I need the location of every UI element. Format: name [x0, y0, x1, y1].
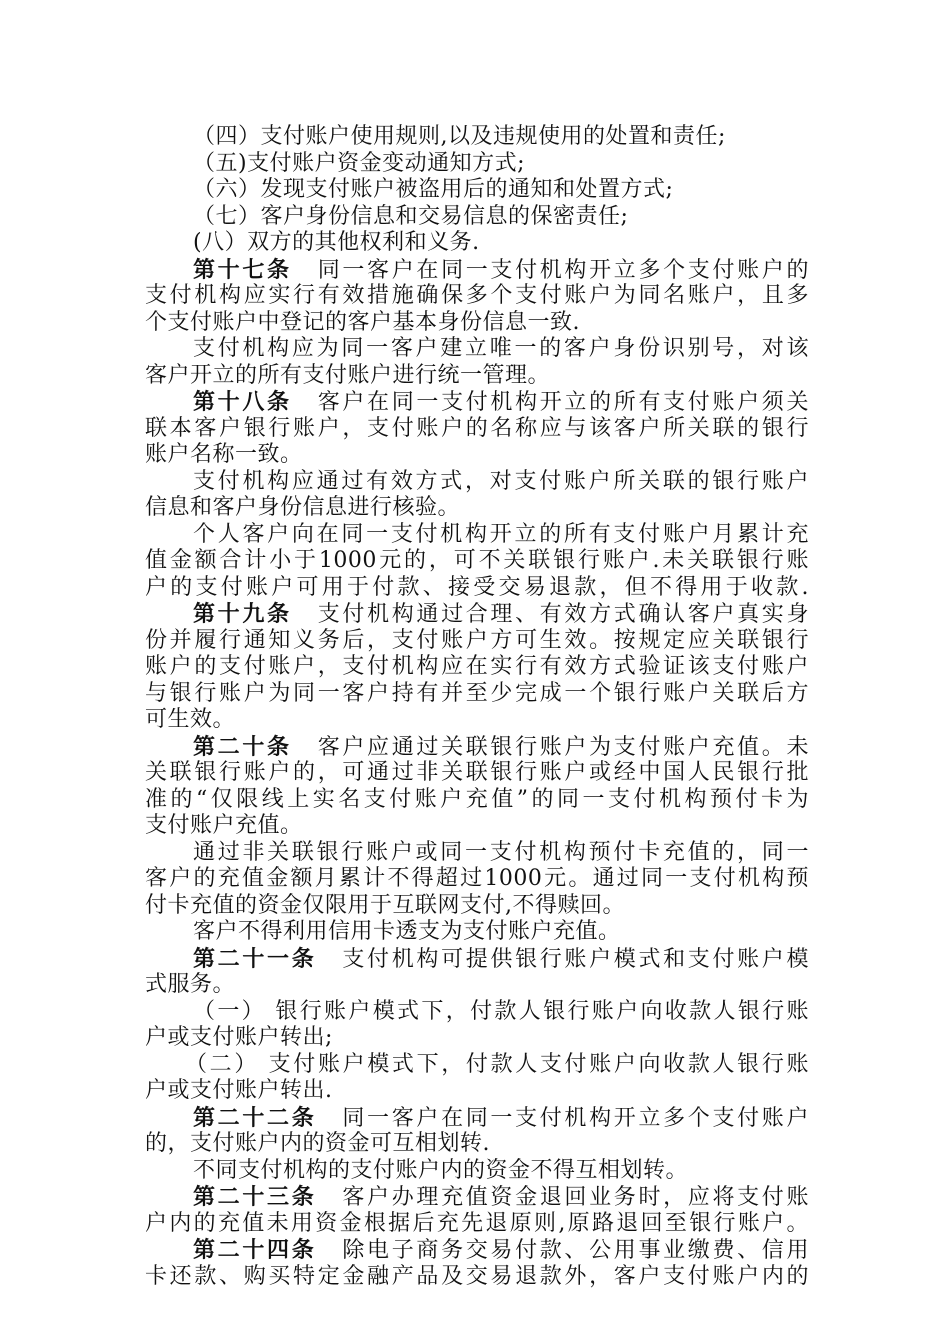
article-24-title: 第二十四条 — [193, 1237, 317, 1263]
article-17-line-2: 支付机构应实行有效措施确保多个支付账户为同名账户，且多 — [145, 283, 809, 308]
article-24-line-2: 卡还款、购买特定金融产品及交易退款外，客户支付账户内的 — [145, 1263, 809, 1289]
document-page — [145, 124, 809, 1290]
article-19-line-1: 第十九条 支付机构通过合理、有效方式确认客户真实身 — [193, 601, 809, 627]
article-18-p2-line-2: 信息和客户身份信息进行核验。 — [145, 495, 461, 520]
item-8: (八）双方的其他权利和义务. — [193, 230, 480, 255]
article-18-p3-line-3: 户的支付账户可用于付款、接受交易退款，但不得用于收款. — [145, 574, 809, 600]
article-17-p2-line-1: 支付机构应为同一客户建立唯一的客户身份识别号，对该 — [193, 336, 809, 361]
item-6: （六）发现支付账户被盗用后的通知和处置方式; — [193, 177, 674, 202]
article-20-line-1: 第二十条 客户应通过关联银行账户为支付账户充值。未 — [193, 733, 809, 760]
article-18-line-2: 联本客户银行账户，支付账户的名称应与该客户所关联的银行 — [145, 415, 809, 441]
article-18-line-3: 账户名称一致。 — [145, 442, 303, 467]
article-23-line-1: 第二十三条 客户办理充值资金退回业务时，应将支付账 — [193, 1184, 809, 1210]
article-21-sub-2-line-2: 户或支付账户转出. — [145, 1078, 333, 1103]
article-17-line-3: 个支付账户中登记的客户基本身份信息一致. — [145, 309, 580, 335]
article-22-p2-line-1: 不同支付机构的支付账户内的资金不得互相划转。 — [193, 1157, 689, 1183]
article-21-sub-2-line-1: （二） 支付账户模式下，付款人支付账户向收款人银行账 — [185, 1051, 809, 1077]
article-20-p2-line-1: 通过非关联银行账户或同一支付机构预付卡充值的，同一 — [193, 839, 809, 865]
article-21-title: 第二十一条 — [193, 945, 317, 972]
article-22-line-2: 的，支付账户内的资金可互相划转. — [145, 1131, 490, 1156]
article-19-line-2: 份并履行通知义务后，支付账户方可生效。按规定应关联银行 — [145, 627, 809, 653]
article-20-line-3: 准的“仅限线上实名支付账户充值”的同一支付机构预付卡为 — [145, 786, 809, 812]
article-20-line-4: 支付账户充值。 — [145, 813, 303, 838]
article-18-p3-line-2: 值金额合计小于1000元的，可不关联银行账户.未关联银行账 — [145, 548, 809, 573]
item-5: （五)支付账户资金变动通知方式; — [193, 150, 525, 176]
item-7: （七）客户身份信息和交易信息的保密责任; — [193, 203, 629, 229]
article-18-title: 第十八条 — [193, 389, 292, 415]
article-17-p2-line-2: 客户开立的所有支付账户进行统一管理。 — [145, 362, 551, 388]
article-22-line-1: 第二十二条 同一客户在同一支付机构开立多个支付账户 — [193, 1104, 809, 1131]
article-17-line-1: 第十七条 同一客户在同一支付机构开立多个支付账户的 — [193, 256, 809, 283]
article-21-sub-1-line-1: （一） 银行账户模式下，付款人银行账户向收款人银行账 — [193, 998, 809, 1024]
article-20-p2-line-3: 付卡充值的资金仅限用于互联网支付,不得赎回。 — [145, 892, 625, 918]
item-4: （四）支付账户使用规则,以及违规使用的处置和责任; — [193, 124, 726, 149]
article-17-title: 第十七条 — [193, 256, 292, 283]
article-21-line-2: 式服务。 — [145, 972, 236, 997]
article-18-p2-line-1: 支付机构应通过有效方式，对支付账户所关联的银行账户 — [193, 468, 809, 494]
article-23-line-2: 户内的充值未用资金根据后充先退原则,原路退回至银行账户。 — [145, 1210, 809, 1236]
article-18-p3-line-1: 个人客户向在同一支付机构开立的所有支付账户月累计充 — [193, 521, 809, 547]
article-21-sub-1-line-2: 户或支付账户转出; — [145, 1025, 333, 1050]
article-20-p3-line-1: 客户不得利用信用卡透支为支付账户充值。 — [193, 919, 621, 944]
article-23-title: 第二十三条 — [193, 1184, 317, 1210]
article-18-line-1: 第十八条 客户在同一支付机构开立的所有支付账户须关 — [193, 389, 809, 415]
article-19-line-5: 可生效。 — [145, 707, 236, 732]
article-20-line-2: 关联银行账户的，可通过非关联银行账户或经中国人民银行批 — [145, 760, 809, 785]
article-21-line-1: 第二十一条 支付机构可提供银行账户模式和支付账户模 — [193, 945, 809, 972]
article-20-title: 第二十条 — [193, 733, 292, 760]
article-24-line-1: 第二十四条 除电子商务交易付款、公用事业缴费、信用 — [193, 1237, 809, 1263]
article-22-title: 第二十二条 — [193, 1104, 317, 1131]
article-19-line-4: 与银行账户为同一客户持有并至少完成一个银行账户关联后方 — [145, 680, 809, 706]
article-19-title: 第十九条 — [193, 601, 292, 627]
article-20-p2-line-2: 客户的充值金额月累计不得超过1000元。通过同一支付机构预 — [145, 866, 809, 891]
article-19-line-3: 账户的支付账户，支付机构应在实行有效方式验证该支付账户 — [145, 654, 809, 679]
